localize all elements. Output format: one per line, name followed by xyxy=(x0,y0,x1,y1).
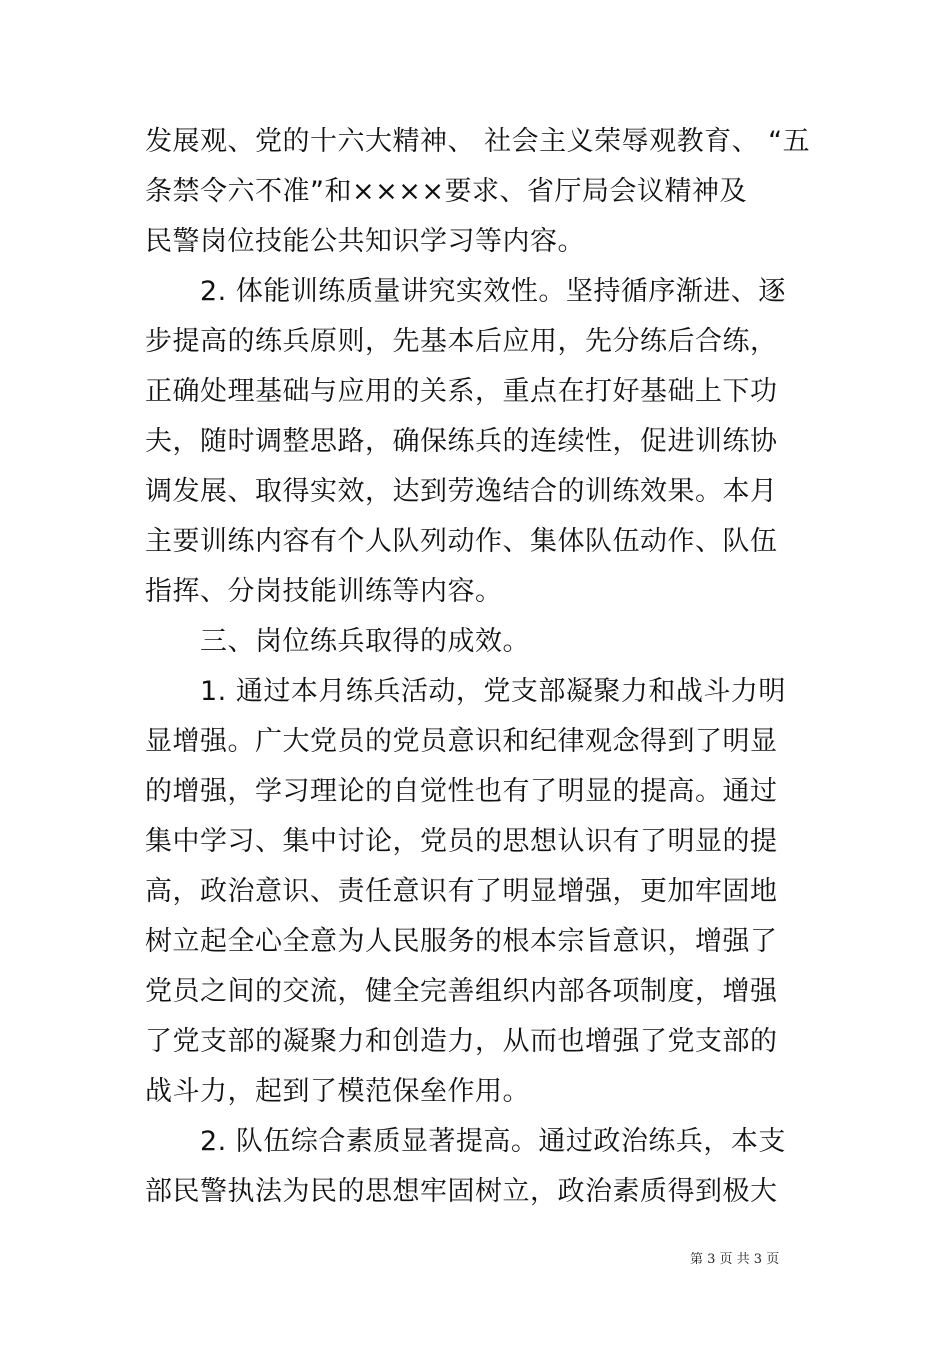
text-line-4: 2. 体能训练质量讲究实效性。坚持循序渐进、逐 xyxy=(200,276,786,307)
page-number-footer: 第 3 页 共 3 页 xyxy=(690,1252,780,1267)
text-line-10: 指挥、分岗技能训练等内容。 xyxy=(145,576,503,607)
text-line-13: 显增强。广大党员的党员意识和纪律观念得到了明显 xyxy=(145,726,778,757)
text-line-6: 正确处理基础与应用的关系，重点在打好基础上下功 xyxy=(145,376,778,407)
text-line-16: 高，政治意识、责任意识有了明显增强，更加牢固地 xyxy=(145,876,778,907)
text-line-21: 2. 队伍综合素质显著提高。通过政治练兵，本支 xyxy=(200,1126,786,1157)
text-line-2: 条禁令六不准”和××××要求、省厅局会议精神及 xyxy=(145,176,747,207)
text-line-5: 步提高的练兵原则，先基本后应用，先分练后合练， xyxy=(145,326,778,357)
text-line-17: 树立起全心全意为人民服务的根本宗旨意识，增强了 xyxy=(145,926,778,957)
text-line-8: 调发展、取得实效，达到劳逸结合的训练效果。本月 xyxy=(145,476,778,507)
text-line-15: 集中学习、集中讨论，党员的思想认识有了明显的提 xyxy=(145,826,778,857)
text-line-22: 部民警执法为民的思想牢固树立，政治素质得到极大 xyxy=(145,1176,778,1207)
text-line-3: 民警岗位技能公共知识学习等内容。 xyxy=(145,226,585,257)
text-line-18: 党员之间的交流，健全完善组织内部各项制度，增强 xyxy=(145,976,778,1007)
text-line-9: 主要训练内容有个人队列动作、集体队伍动作、队伍 xyxy=(145,526,778,557)
text-line-12: 1. 通过本月练兵活动，党支部凝聚力和战斗力明 xyxy=(200,676,786,707)
text-line-20: 战斗力，起到了模范保垒作用。 xyxy=(145,1076,530,1107)
section-heading: 三、岗位练兵取得的成效。 xyxy=(200,626,530,657)
text-line-19: 了党支部的凝聚力和创造力，从而也增强了党支部的 xyxy=(145,1026,778,1057)
text-line-7: 夫，随时调整思路，确保练兵的连续性，促进训练协 xyxy=(145,426,778,457)
text-line-14: 的增强，学习理论的自觉性也有了明显的提高。通过 xyxy=(145,776,778,807)
text-line-1: 发展观、党的十六大精神、 社会主义荣辱观教育、 “五 xyxy=(145,126,811,157)
